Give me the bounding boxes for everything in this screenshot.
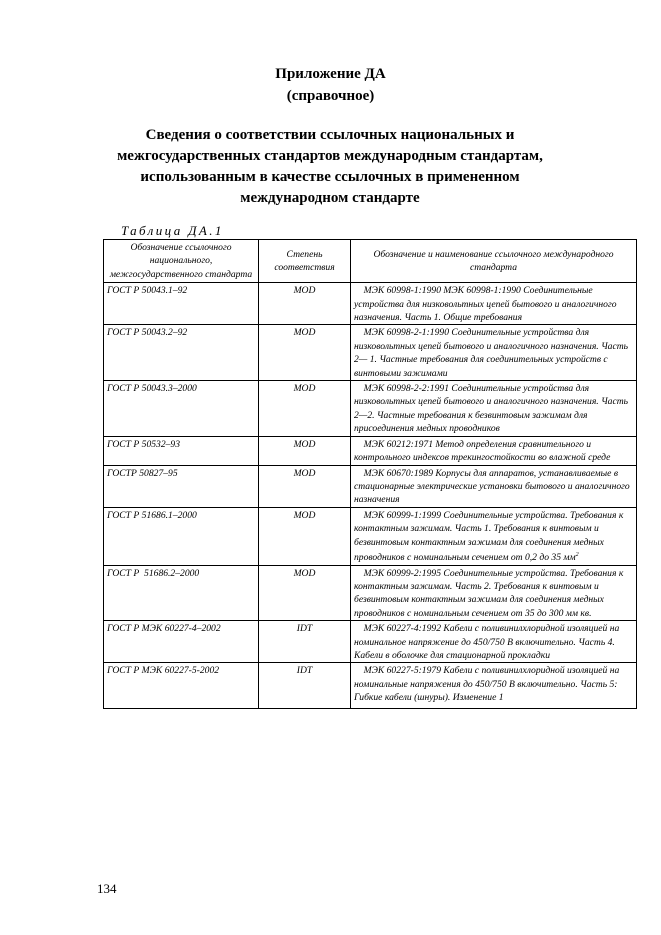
page-number: 134 — [97, 881, 117, 896]
international-standard-cell — [351, 325, 637, 381]
international-standard-cell — [351, 565, 637, 621]
international-standard-cell — [351, 663, 637, 709]
degree-cell: MOD — [259, 325, 351, 381]
international-standard-text: МЭК 60227-4:1992 Кабели с поливинилхлоридной изоляцией на номинальное напряжение до 450/750 В включительно. Часть 4. Кабели в оболочке для стационарной прокладки — [354, 623, 620, 661]
degree-cell: IDT — [259, 663, 351, 709]
degree-cell: MOD — [259, 465, 351, 507]
table-caption: Таблица ДА.1 — [121, 223, 224, 238]
international-standard-cell — [351, 283, 637, 325]
international-standard-text: МЭК 60998-1:1990 МЭК 60998-1:1990 Соединительные устройства для низковольтных цепей бытового и аналогичного назначения. Часть 1. Общие требования — [354, 285, 617, 324]
table-row — [104, 436, 637, 465]
header-degree: Степень соответствия — [259, 240, 351, 283]
international-standard-cell — [351, 621, 637, 663]
degree-cell: MOD — [259, 507, 351, 565]
international-standard-cell — [351, 381, 637, 437]
international-standard-text: МЭК 60227-5:1979 Кабели с поливинилхлоридной изоляцией на номинальные напряжения до 450/750 В включительно. Часть 5: Гибкие кабели (шнуры). Изменение 1 — [354, 665, 620, 704]
heading-line-1: Сведения о соответствии ссылочных национальных и — [145, 127, 515, 143]
heading-line-4: международном стандарте — [240, 190, 420, 206]
international-standard-text: МЭК 60670:1989 Корпусы для аппаратов, устанавливаемые в стационарные электрические установки бытового и аналогичного назначения — [354, 467, 630, 506]
degree-cell: MOD — [259, 283, 351, 325]
appendix-type: (справочное) — [286, 88, 375, 104]
degree-cell: IDT — [259, 621, 351, 663]
international-standard-cell — [351, 507, 637, 565]
international-standard-text: МЭК 60999-2:1995 Соединительные устройства. Требования к контактным зажимам. Часть 2. Требования к винтовым и безвинтовым контактным зажимам для соединения медных проводников с номинальным сечением от 35 до 300 мм кв. — [354, 567, 624, 619]
international-standard-cell — [351, 436, 637, 465]
national-standard-cell: ГОСТ Р 51686.1–2000 — [104, 507, 259, 565]
international-standard-text: МЭК 60998-2-2:1991 Соединительные устройства для низковольтных цепей бытового и аналогичного назначения. Часть 2—2. Частные требования к безвинтовым зажимам для присоединения медных проводников — [354, 383, 629, 435]
national-standard-cell: ГОСТ Р 50043.3–2000 — [104, 381, 259, 437]
standards-table — [103, 239, 637, 709]
national-standard-cell: ГОСТ Р 50043.1–92 — [104, 283, 259, 325]
degree-cell: MOD — [259, 436, 351, 465]
international-standard-text: МЭК 60212:1971 Метод определения сравнительного и контрольного индексов трекингостойкости во влажной среде — [354, 438, 611, 464]
international-standard-text: МЭК 60999-1:1999 Соединительные устройства. Требования к контактным зажимам. Часть 1. Требования к винтовым и безвинтовым контактным зажимам для соединения медных проводников с номинальным сечением от 0,2 до 35 мм — [354, 509, 624, 564]
national-standard-cell: ГОСТ Р МЭК 60227-5-2002 — [104, 663, 259, 709]
table-row — [104, 507, 637, 565]
table-row — [104, 381, 637, 437]
table-row — [104, 663, 637, 709]
national-standard-cell: ГОСТ Р 50043.2–92 — [104, 325, 259, 381]
header-international-standard: Обозначение и наименование ссылочного международного стандарта — [351, 240, 637, 283]
section-heading — [90, 125, 570, 209]
national-standard-cell: ГОСТ Р 51686.2–2000 — [104, 565, 259, 621]
heading-line-2: межгосударственных стандартов международным стандартам, — [117, 148, 543, 164]
table-row — [104, 283, 637, 325]
international-standard-text: МЭК 60998-2-1:1990 Соединительные устройства для низковольтных цепей бытового и аналогичного назначения. Часть 2— 1. Частные требования для соединительных устройств с винтовыми зажимами — [354, 327, 629, 379]
heading-line-3: использованным в качестве ссылочных в примененном — [140, 169, 520, 185]
international-standard-cell — [351, 465, 637, 507]
header-national-standard: Обозначение ссылочного национального, межгосударственного стандарта — [104, 240, 259, 283]
national-standard-cell: ГОСТ Р МЭК 60227-4–2002 — [104, 621, 259, 663]
table-row — [104, 325, 637, 381]
table-row — [104, 621, 637, 663]
table-row — [104, 465, 637, 507]
degree-cell: MOD — [259, 565, 351, 621]
table-header-row — [104, 240, 637, 283]
table-row — [104, 565, 637, 621]
appendix-label: Приложение ДА — [275, 66, 386, 82]
national-standard-cell: ГОСТ Р 50532–93 — [104, 436, 259, 465]
degree-cell: MOD — [259, 381, 351, 437]
superscript: 2 — [575, 551, 579, 558]
national-standard-cell: ГОСТР 50827–95 — [104, 465, 259, 507]
appendix-title — [0, 63, 661, 107]
